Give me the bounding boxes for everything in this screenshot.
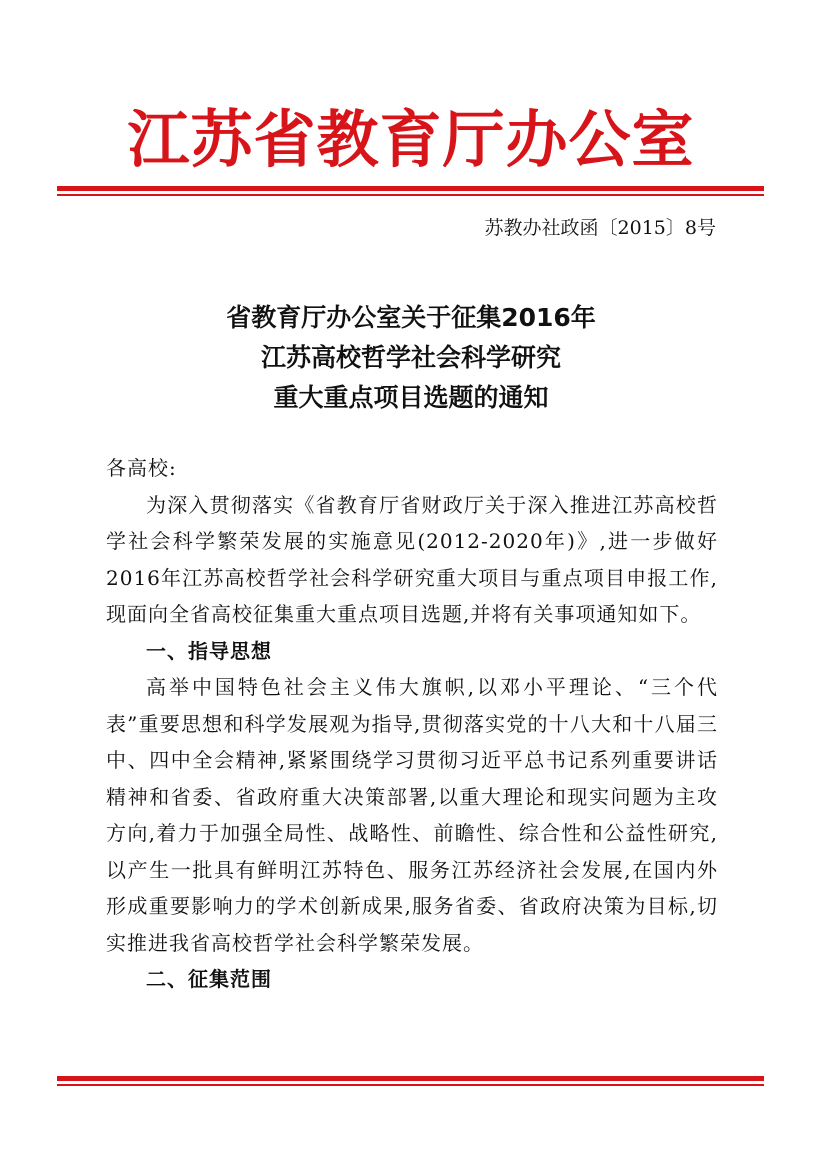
letterhead: 江苏省教育厅办公室 [127,103,695,176]
title-line: 省教育厅办公室关于征集2016年 [226,303,596,332]
intro-paragraph: 为深入贯彻落实《省教育厅省财政厅关于深入推进江苏高校哲学社会科学繁荣发展的实施意见(2012-2020年)》,进一步做好2016年江苏高校哲学社会科学研究重大项目与重点项目申报工作,现面向全省高校征集重大重点项目选题,并将有关事项通知如下。 [106,492,718,626]
footer-rule-thin [57,1084,764,1086]
salutation: 各高校: [106,456,177,480]
document-body [106,450,718,998]
document-title [0,298,822,418]
header-rule-thin [57,194,764,196]
title-line: 重大重点项目选题的通知 [273,383,549,412]
document-number: 苏教办社政函〔2015〕8号 [484,217,716,239]
title-line: 江苏高校哲学社会科学研究 [260,343,561,372]
section-paragraph: 高举中国特色社会主义伟大旗帜,以邓小平理论、“三个代表”重要思想和科学发展观为指导,贯彻落实党的十八大和十八届三中、四中全会精神,紧紧围绕学习贯彻习近平总书记系列重要讲话精神和省委、省政府重大决策部署,以重大理论和现实问题为主攻方向,着力于加强全局性、战略性、前瞻性、综合性和公益性研究,以产生一批具有鲜明江苏特色、服务江苏经济社会发展,在国内外形成重要影响力的学术创新成果,服务省委、省政府决策为目标,切实推进我省高校哲学社会科学繁荣发展。 [106,675,718,955]
section-heading: 二、征集范围 [146,967,272,991]
header-double-rule [57,186,764,196]
section-heading: 一、指导思想 [146,638,272,663]
footer-double-rule [57,1076,764,1086]
